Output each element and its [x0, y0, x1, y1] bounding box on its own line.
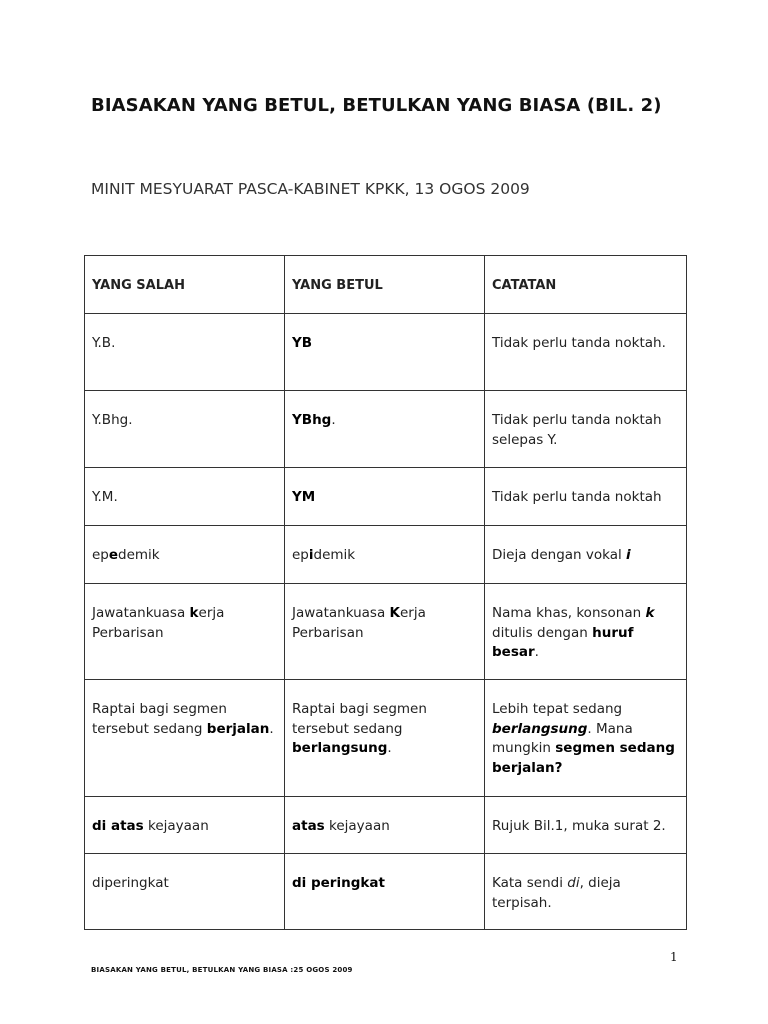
cell-catatan: Dieja dengan vokal i	[485, 526, 687, 584]
cell-salah: di atas kejayaan	[85, 797, 285, 854]
table-row	[85, 526, 687, 584]
table-row	[85, 584, 687, 680]
cell-betul: YB	[285, 314, 485, 391]
cell-catatan: Tidak perlu tanda noktah.	[485, 314, 687, 391]
cell-salah: Y.M.	[85, 468, 285, 526]
table-row	[85, 468, 687, 526]
cell-salah: epedemik	[85, 526, 285, 584]
page-title: BIASAKAN YANG BETUL, BETULKAN YANG BIASA (BIL. 2)	[91, 95, 662, 116]
table-row	[85, 680, 687, 797]
header-catatan: CATATAN	[485, 256, 687, 314]
page-number: 1	[670, 950, 678, 964]
cell-betul: YM	[285, 468, 485, 526]
cell-salah: diperingkat	[85, 854, 285, 930]
cell-catatan: Tidak perlu tanda noktah selepas Y.	[485, 391, 687, 468]
table-row	[85, 314, 687, 391]
cell-betul: Raptai bagi segmen tersebut sedang berlangsung.	[285, 680, 485, 797]
header-yang-salah: YANG SALAH	[85, 256, 285, 314]
cell-catatan: Rujuk Bil.1, muka surat 2.	[485, 797, 687, 854]
cell-betul: epidemik	[285, 526, 485, 584]
cell-betul: YBhg.	[285, 391, 485, 468]
cell-betul: Jawatankuasa Kerja Perbarisan	[285, 584, 485, 680]
table-row	[85, 391, 687, 468]
page-footer: BIASAKAN YANG BETUL, BETULKAN YANG BIASA :25 OGOS 2009	[91, 966, 353, 974]
cell-salah: Jawatankuasa kerja Perbarisan	[85, 584, 285, 680]
cell-salah: Y.B.	[85, 314, 285, 391]
table-row	[85, 797, 687, 854]
cell-salah: Y.Bhg.	[85, 391, 285, 468]
document-subtitle: MINIT MESYUARAT PASCA-KABINET KPKK, 13 OGOS 2009	[91, 180, 530, 198]
table-header-row	[85, 256, 687, 314]
table-row	[85, 854, 687, 930]
cell-catatan: Kata sendi di, dieja terpisah.	[485, 854, 687, 930]
correction-table	[84, 255, 687, 930]
cell-betul: di peringkat	[285, 854, 485, 930]
cell-catatan: Lebih tepat sedang berlangsung. Mana mungkin segmen sedang berjalan?	[485, 680, 687, 797]
cell-catatan: Tidak perlu tanda noktah	[485, 468, 687, 526]
cell-salah: Raptai bagi segmen tersebut sedang berjalan.	[85, 680, 285, 797]
cell-catatan: Nama khas, konsonan k ditulis dengan huruf besar.	[485, 584, 687, 680]
header-yang-betul: YANG BETUL	[285, 256, 485, 314]
cell-betul: atas kejayaan	[285, 797, 485, 854]
